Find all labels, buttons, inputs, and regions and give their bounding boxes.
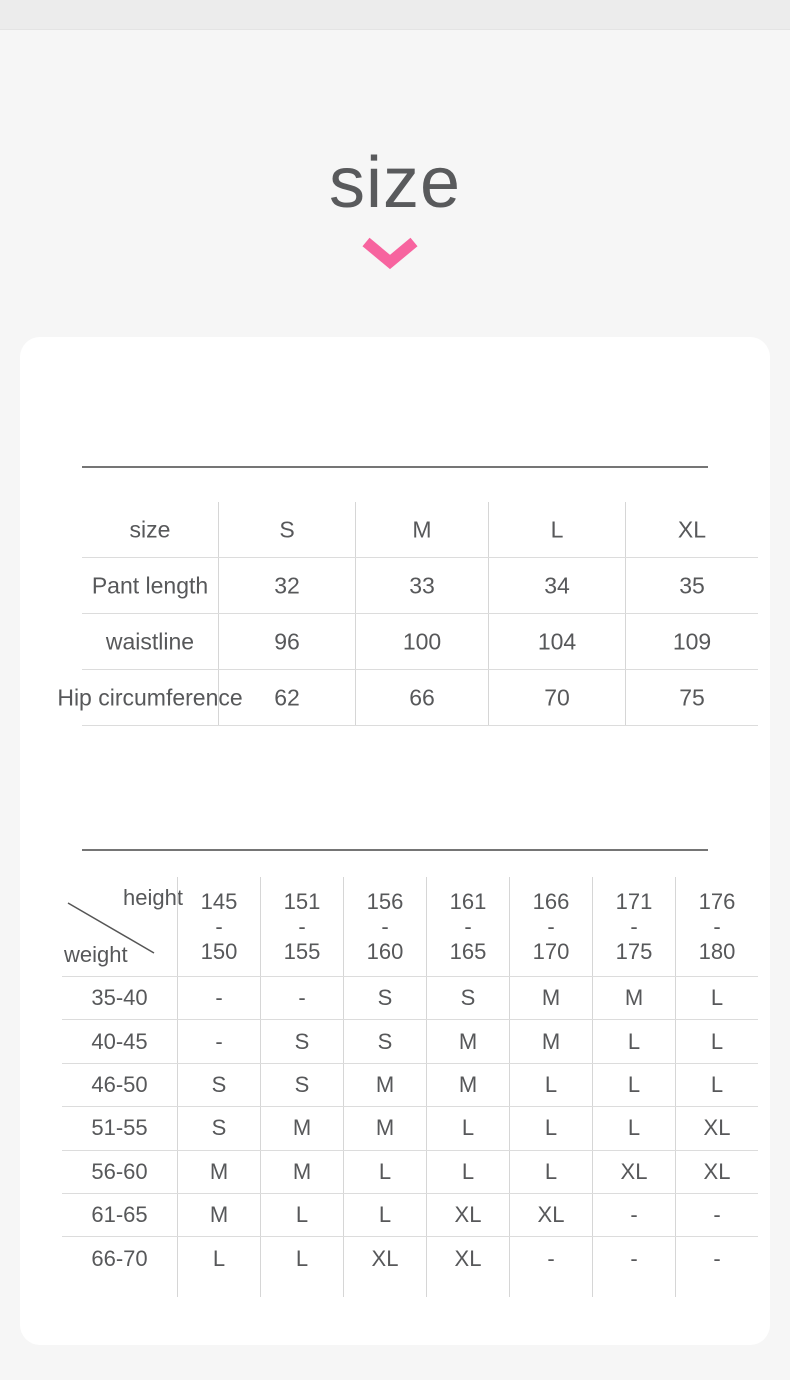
size-cell: L — [675, 977, 758, 1019]
size-cell: L — [260, 1237, 343, 1280]
size-cell: L — [426, 1151, 509, 1193]
height-range-cell: 151 - 155 — [260, 877, 343, 976]
size-cell: XL — [509, 1194, 592, 1236]
size-cell: M — [260, 1107, 343, 1149]
size-cell: M — [177, 1151, 260, 1193]
size-cell: L — [343, 1194, 426, 1236]
header-cell-s: S — [218, 502, 355, 557]
row-label: Hip circumference — [57, 684, 243, 710]
weight-label: 40-45 — [91, 1028, 148, 1054]
size-cell: L — [592, 1107, 675, 1149]
size-cell: M — [592, 977, 675, 1019]
fit-row — [62, 1020, 758, 1063]
table-cell: 96 — [218, 614, 355, 669]
size-cell: M — [426, 1064, 509, 1106]
size-cell: M — [509, 1020, 592, 1062]
size-cell: XL — [343, 1237, 426, 1280]
row-label: Pant length — [91, 572, 209, 598]
fit-table — [62, 877, 758, 1297]
size-cell: S — [177, 1107, 260, 1149]
table-cell: 33 — [355, 558, 488, 613]
height-range-cell: 161 - 165 — [426, 877, 509, 976]
empty-cell — [426, 1281, 509, 1297]
fit-row — [62, 1194, 758, 1237]
size-cell: XL — [675, 1107, 758, 1149]
height-range-cell: 156 - 160 — [343, 877, 426, 976]
axis-label-weight: weight — [64, 942, 128, 967]
weight-label: 66-70 — [91, 1246, 148, 1272]
axis-label-height: height — [123, 885, 183, 910]
table-cell: 62 — [218, 670, 355, 725]
size-cell: - — [592, 1194, 675, 1236]
size-cell: XL — [675, 1151, 758, 1193]
measurement-table — [57, 502, 758, 726]
table1-top-rule — [82, 466, 708, 468]
size-cell: - — [675, 1194, 758, 1236]
fit-row — [62, 1151, 758, 1194]
empty-cell — [177, 1281, 260, 1297]
table-cell: 66 — [355, 670, 488, 725]
size-cell: L — [675, 1064, 758, 1106]
size-cell: S — [343, 977, 426, 1019]
size-cell: L — [509, 1151, 592, 1193]
size-cell: S — [343, 1020, 426, 1062]
height-range-cell: 145 - 150 — [177, 877, 260, 976]
empty-cell — [675, 1281, 758, 1297]
weight-label: 46-50 — [91, 1071, 148, 1097]
page-title: size — [328, 143, 462, 223]
waistline-row — [82, 614, 758, 670]
size-cell: - — [177, 977, 260, 1019]
size-cell: XL — [426, 1194, 509, 1236]
size-cell: - — [509, 1237, 592, 1280]
table-cell: 35 — [625, 558, 758, 613]
size-cell: - — [675, 1237, 758, 1280]
size-cell: L — [675, 1020, 758, 1062]
height-range-cell: 171 - 175 — [592, 877, 675, 976]
size-cell: L — [592, 1020, 675, 1062]
height-range-cell: 176 - 180 — [675, 877, 758, 976]
size-cell: L — [592, 1064, 675, 1106]
size-cell: M — [260, 1151, 343, 1193]
header-cell-l: L — [488, 502, 625, 557]
size-cell: L — [177, 1237, 260, 1280]
size-cell: M — [509, 977, 592, 1019]
size-cell: XL — [592, 1151, 675, 1193]
size-cell: M — [343, 1107, 426, 1149]
size-cell: L — [343, 1151, 426, 1193]
size-cell: L — [260, 1194, 343, 1236]
weight-label: 56-60 — [91, 1158, 148, 1184]
fit-row — [62, 1107, 758, 1150]
table-cell: 100 — [355, 614, 488, 669]
size-cell: XL — [426, 1237, 509, 1280]
empty-cell — [592, 1281, 675, 1297]
header-cell-size: size — [129, 516, 171, 542]
pant-length-row — [82, 558, 758, 614]
size-cell: L — [426, 1107, 509, 1149]
table-cell: 104 — [488, 614, 625, 669]
empty-cell — [62, 1281, 177, 1297]
fit-row — [62, 977, 758, 1020]
empty-cell — [343, 1281, 426, 1297]
size-cell: S — [426, 977, 509, 1019]
height-range-cell: 166 - 170 — [509, 877, 592, 976]
size-cell: M — [177, 1194, 260, 1236]
fit-row — [62, 1237, 758, 1280]
table-cell: 70 — [488, 670, 625, 725]
empty-cell — [260, 1281, 343, 1297]
size-cell: M — [426, 1020, 509, 1062]
size-cell: M — [343, 1064, 426, 1106]
weight-label: 35-40 — [91, 985, 148, 1011]
row-label: waistline — [105, 628, 195, 654]
weight-label: 51-55 — [91, 1115, 148, 1141]
table-cell: 34 — [488, 558, 625, 613]
grid-overhang-row — [62, 1281, 758, 1297]
size-cell: - — [177, 1020, 260, 1062]
size-cell: L — [509, 1064, 592, 1106]
size-cell: L — [509, 1107, 592, 1149]
empty-cell — [509, 1281, 592, 1297]
table-cell: 109 — [625, 614, 758, 669]
header-cell-m: M — [355, 502, 488, 557]
top-band — [0, 0, 790, 30]
fit-header-row — [62, 877, 758, 977]
size-cell: S — [177, 1064, 260, 1106]
chevron-down-icon — [360, 237, 420, 271]
hip-circumference-row — [57, 670, 758, 726]
fit-row — [62, 1064, 758, 1107]
axis-header-cell — [62, 877, 183, 976]
table2-top-rule — [82, 849, 708, 851]
size-cell: - — [592, 1237, 675, 1280]
table-cell: 32 — [218, 558, 355, 613]
table-cell: 75 — [625, 670, 758, 725]
measurement-header-row — [82, 502, 758, 558]
size-cell: - — [260, 977, 343, 1019]
weight-label: 61-65 — [91, 1202, 148, 1228]
size-cell: S — [260, 1064, 343, 1106]
header-cell-xl: XL — [625, 502, 758, 557]
size-cell: S — [260, 1020, 343, 1062]
